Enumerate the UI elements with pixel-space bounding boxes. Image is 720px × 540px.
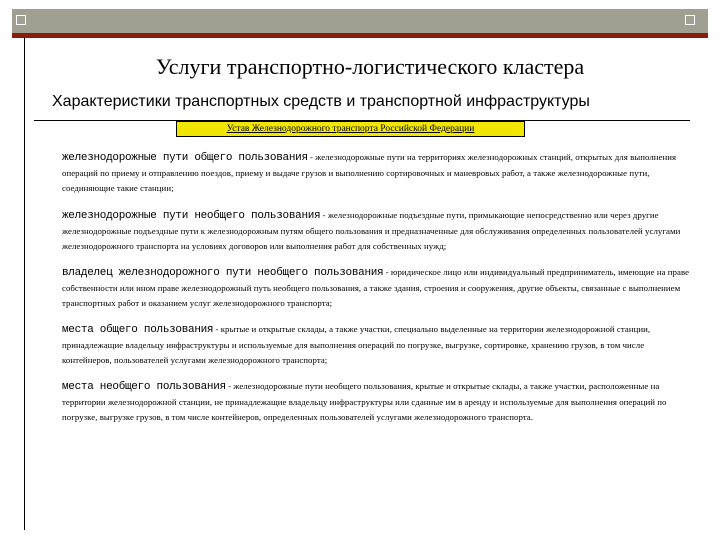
source-badge: Устав Железнодорожного транспорта Российской Федерации xyxy=(176,121,525,137)
definition-item xyxy=(62,379,690,425)
definition-item xyxy=(62,265,690,311)
definition-text: - железнодорожные пути на территориях железнодорожных станций, открытых для выполнения операций по приему и отправлению поездов, приему и выдаче грузов и выполнению сортировочных и маневровых работ, а также железнодорожные пути, соединяющие такие станции; xyxy=(62,152,677,193)
definition-term: места общего пользования xyxy=(62,324,214,336)
definition-text: - крытые и открытые склады, а также участки, специально выделенные на территории железнодорожной станции, принадлежащие владельцу инфраструктуры и используемые для выполнения операций по погрузке, выгрузке, сортировке, хранению грузов, в том числе контейнеров, пользователей услугами железнодорожного транспорта; xyxy=(62,324,651,365)
definition-item xyxy=(62,322,690,368)
slide-title: Услуги транспортно-логистического кластера xyxy=(155,54,585,79)
definition-item xyxy=(62,208,690,254)
definition-text: - юридическое лицо или индивидуальный предприниматель, имеющие на праве собственности или ином праве железнодорожный путь необщего пользования, а также здания, строения и сооружения, другие объекты, связанные с выполнением транспортных работ и оказанием услуг железнодорожного транспорта; xyxy=(62,267,690,308)
definition-term: места необщего пользования xyxy=(62,381,226,393)
definition-term: железнодорожные пути общего пользования xyxy=(62,152,308,164)
definition-term: владелец железнодорожного пути необщего пользования xyxy=(62,267,384,279)
definition-text: - железнодорожные подъездные пути, примыкающие непосредственно или через другие железнодорожные подъездные пути к железнодорожным путям общего пользования и предназначенные для обслуживания определенных пользователей услугами железнодорожного транспорта на условиях договоров или выполнения работ для собственных нужд; xyxy=(62,210,681,251)
slide-top-bar xyxy=(12,9,708,38)
left-rule xyxy=(24,38,25,530)
corner-square-icon xyxy=(16,15,26,25)
definition-term: железнодорожные пути необщего пользования xyxy=(62,210,321,222)
definition-text: - железнодорожные пути необщего пользования, крытые и открытые склады, а также участки, расположенные на территории железнодорожной станции, не принадлежащие владельцу инфраструктуры или сданные им в аренду и используемые для выполнения операций по погрузке, выгрузке грузов, в том числе контейнеров, определенных пользователей услугами железнодорожного транспорта. xyxy=(62,381,667,422)
slide-subtitle: Характеристики транспортных средств и транспортной инфраструктуры xyxy=(52,93,590,110)
definition-list xyxy=(62,150,690,436)
corner-square-icon xyxy=(685,15,695,25)
definition-item xyxy=(62,150,690,196)
